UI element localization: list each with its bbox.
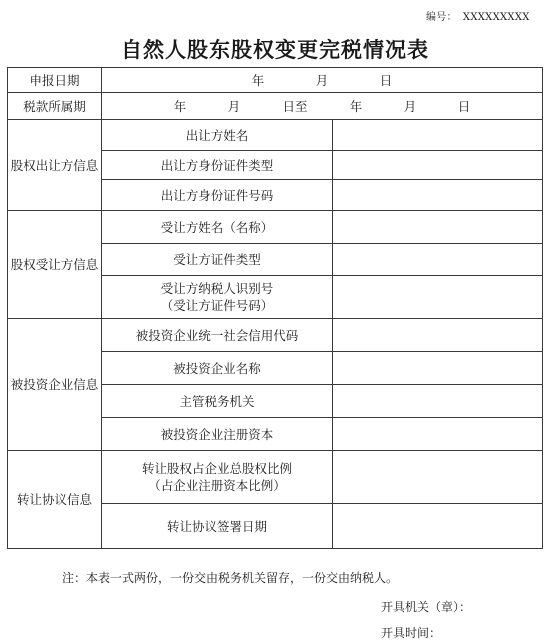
tax-authority-value[interactable] bbox=[333, 385, 543, 418]
footer-note: 注：本表一式两份，一份交由税务机关留存，一份交由纳税人。 bbox=[62, 571, 399, 585]
serial-value: XXXXXXXXX bbox=[462, 12, 530, 23]
sign-date-label: 转让协议签署日期 bbox=[102, 504, 333, 549]
transferor-name-value[interactable] bbox=[333, 120, 543, 151]
agreement-row bbox=[8, 451, 543, 504]
issue-time: 开具时间： bbox=[381, 626, 442, 640]
registered-capital-label: 被投资企业注册资本 bbox=[102, 418, 333, 451]
transfer-ratio-line2: （占企业注册资本比例） bbox=[148, 478, 286, 493]
sign-date-value[interactable] bbox=[333, 504, 543, 549]
transferee-id-type-label: 受让方证件类型 bbox=[102, 244, 333, 276]
tax-period-label: 税款所属期 bbox=[8, 93, 102, 120]
transferee-name-label: 受让方姓名（名称） bbox=[102, 211, 333, 244]
period-month1-suffix: 月 bbox=[227, 98, 241, 114]
declare-date-row bbox=[8, 68, 543, 93]
declare-date-value[interactable] bbox=[102, 68, 543, 93]
serial-label: 编号： bbox=[426, 12, 457, 23]
transferee-row bbox=[8, 211, 543, 244]
transferor-id-number-value[interactable] bbox=[333, 180, 543, 211]
transferee-taxpayer-id-value[interactable] bbox=[333, 276, 543, 319]
transferor-row bbox=[8, 120, 543, 151]
investee-credit-code-label: 被投资企业统一社会信用代码 bbox=[102, 319, 333, 352]
transferor-id-type-label: 出让方身份证件类型 bbox=[102, 151, 333, 180]
transferor-id-number-label: 出让方身份证件号码 bbox=[102, 180, 333, 211]
issuing-authority: 开具机关（章）： bbox=[381, 600, 472, 614]
investee-name-label: 被投资企业名称 bbox=[102, 352, 333, 385]
transfer-ratio-line1: 转让股权占企业总股权比例 bbox=[141, 461, 292, 476]
tax-period-row bbox=[8, 93, 543, 120]
agreement-section-label: 转让协议信息 bbox=[8, 451, 102, 549]
form-title: 自然人股东股权变更完税情况表 bbox=[121, 37, 429, 62]
tax-authority-label: 主管税务机关 bbox=[102, 385, 333, 418]
transferee-name-value[interactable] bbox=[333, 211, 543, 244]
transfer-ratio-label bbox=[102, 451, 333, 504]
transferee-taxpayer-id-label bbox=[102, 276, 333, 319]
period-day-to: 日至 bbox=[282, 98, 308, 114]
transferee-taxpayer-id-line1: 受让方纳税人识别号 bbox=[160, 281, 274, 296]
period-day2-suffix: 日 bbox=[457, 98, 471, 114]
declare-year-suffix: 年 bbox=[251, 72, 265, 88]
declare-month-suffix: 月 bbox=[315, 72, 329, 88]
transferee-taxpayer-id-line2: （受让方证件号码） bbox=[160, 298, 274, 313]
transferor-name-label: 出让方姓名 bbox=[102, 120, 333, 151]
declare-day-suffix: 日 bbox=[379, 72, 393, 88]
tax-form-table bbox=[7, 67, 543, 549]
serial-number bbox=[426, 8, 530, 23]
transferee-section-label: 股权受让方信息 bbox=[8, 211, 102, 319]
investee-name-value[interactable] bbox=[333, 352, 543, 385]
transferor-id-type-value[interactable] bbox=[333, 151, 543, 180]
period-year1-suffix: 年 bbox=[173, 98, 187, 114]
period-month2-suffix: 月 bbox=[403, 98, 417, 114]
transfer-ratio-value[interactable] bbox=[333, 451, 543, 504]
transferee-id-type-value[interactable] bbox=[333, 244, 543, 276]
investee-section-label: 被投资企业信息 bbox=[8, 319, 102, 451]
declare-date-label: 申报日期 bbox=[8, 68, 102, 93]
registered-capital-value[interactable] bbox=[333, 418, 543, 451]
investee-credit-code-value[interactable] bbox=[333, 319, 543, 352]
transferor-section-label: 股权出让方信息 bbox=[8, 120, 102, 211]
investee-row bbox=[8, 319, 543, 352]
tax-period-value[interactable] bbox=[102, 93, 543, 120]
period-year2-suffix: 年 bbox=[349, 98, 363, 114]
